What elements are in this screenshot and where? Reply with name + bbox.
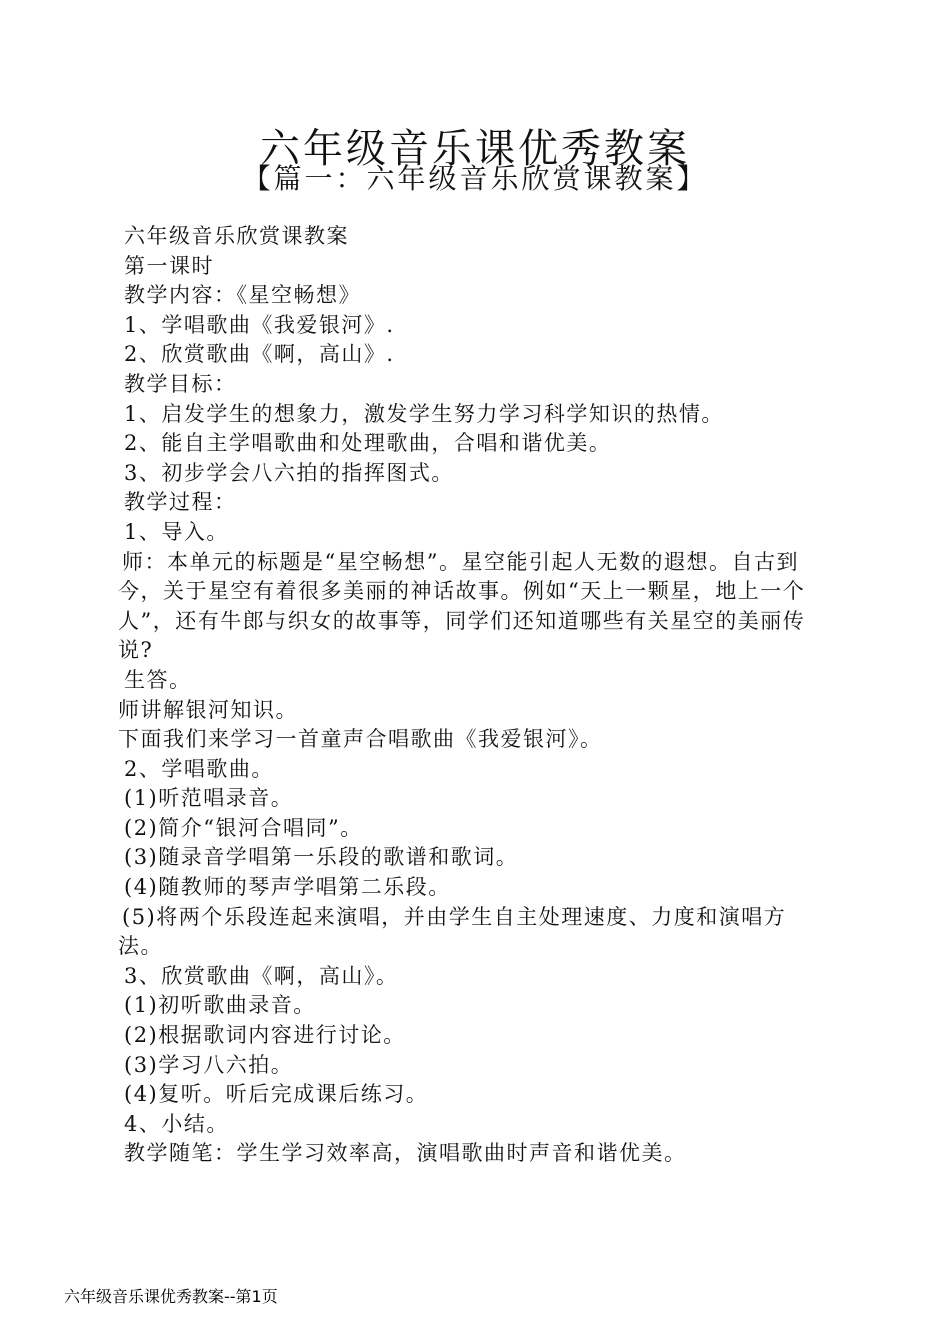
sub-step: (2)简介“银河合唱同”。 — [124, 815, 363, 840]
page-title: 六年级音乐课优秀教案 — [260, 125, 690, 172]
sub-step: (4)随教师的琴声学唱第二乐段。 — [124, 875, 451, 900]
teaching-goals-label: 教学目标： — [124, 371, 237, 396]
song-intro-line: 下面我们来学习一首童声合唱歌曲《我爱银河》。 — [118, 727, 603, 752]
process-step: 1、导入。 — [124, 519, 229, 544]
sub-step: (4)复听。听后完成课后练习。 — [124, 1082, 429, 1107]
content-item: 1、学唱歌曲《我爱银河》. — [124, 312, 395, 337]
sub-step: (5)将两个乐段连起来演唱，并由学生自主处理速度、力度和演唱方法。 — [118, 904, 787, 959]
goal-item: 3、初步学会八六拍的指挥图式。 — [124, 460, 454, 485]
page-footer: 六年级音乐课优秀教案--第1页 — [64, 1287, 278, 1306]
content-item: 2、欣赏歌曲《啊，高山》. — [124, 342, 395, 367]
sub-step: (3)随录音学唱第一乐段的歌谱和歌词。 — [124, 845, 519, 870]
sub-step: (1)听范唱录音。 — [124, 786, 294, 811]
teaching-notes: 教学随笔：学生学习效率高，演唱歌曲时声音和谐优美。 — [124, 1141, 687, 1166]
section-heading: 【篇一：六年级音乐欣赏课教案】 — [242, 162, 708, 195]
goal-item: 2、能自主学唱歌曲和处理歌曲，合唱和谐优美。 — [124, 431, 612, 456]
goal-item: 1、启发学生的想象力，激发学生努力学习科学知识的热情。 — [124, 401, 724, 426]
sub-step: (2)根据歌词内容进行讨论。 — [124, 1023, 406, 1048]
process-step: 4、小结。 — [124, 1111, 229, 1136]
teaching-process-label: 教学过程： — [124, 490, 237, 515]
teacher-intro-paragraph: 师：本单元的标题是“星空畅想”。星空能引起人无数的遐想。自古到今，关于星空有着很多美丽的神话故事。例如“天上一颗星，地上一个人”，还有牛郎与织女的故事等，同学们还知道哪些有关星空的美丽传说? — [118, 549, 806, 663]
teacher-explanation: 师讲解银河知识。 — [118, 697, 298, 722]
process-step: 3、欣赏歌曲《啊，高山》。 — [124, 963, 399, 988]
process-step: 2、学唱歌曲。 — [124, 756, 274, 781]
document-body — [118, 222, 830, 1169]
sub-step: (3)学习八六拍。 — [124, 1052, 294, 1077]
lesson-plan-heading: 六年级音乐欣赏课教案 — [124, 224, 349, 248]
student-answer: 生答。 — [124, 667, 192, 692]
sub-step: (1)初听歌曲录音。 — [124, 993, 316, 1018]
teaching-content-label: 教学内容：《星空畅想》 — [124, 283, 361, 308]
lesson-period: 第一课时 — [124, 253, 214, 278]
